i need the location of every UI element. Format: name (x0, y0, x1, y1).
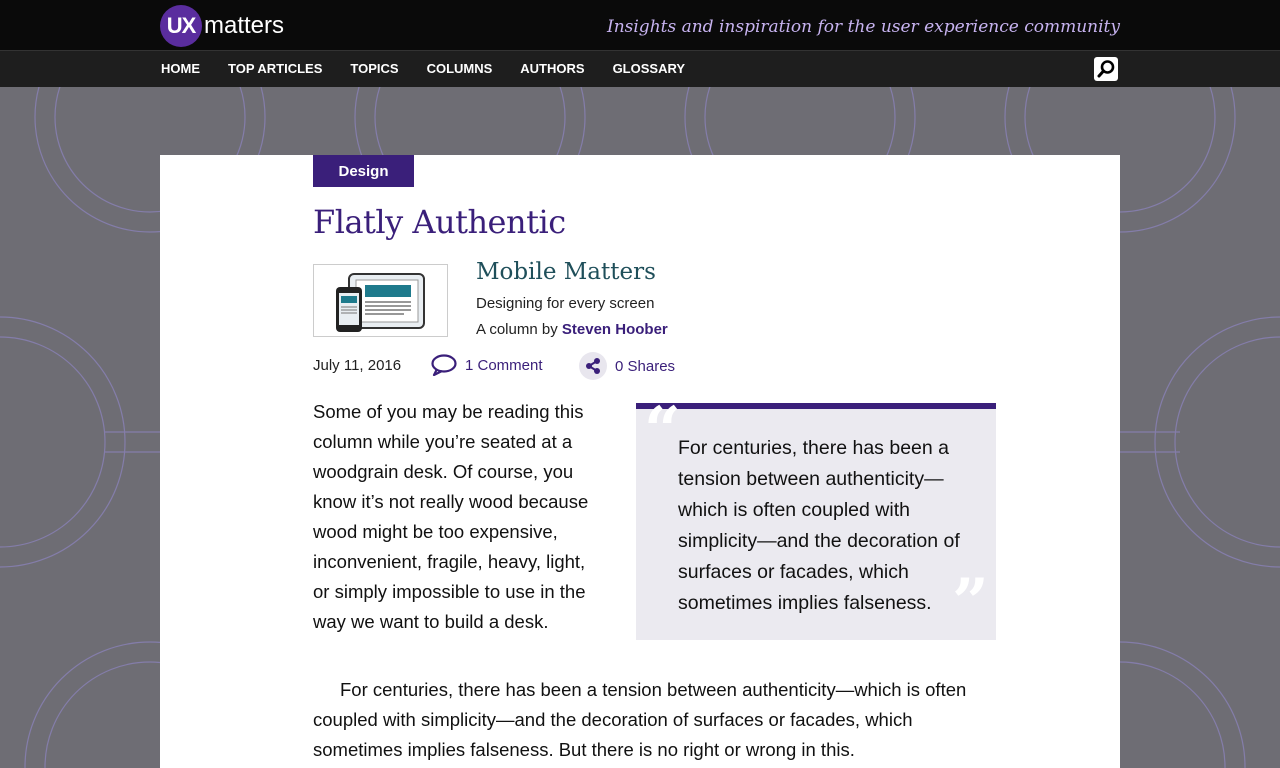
article-title: Flatly Authentic (313, 203, 566, 241)
shares-link[interactable] (579, 352, 675, 380)
article-card (160, 155, 1120, 768)
close-quote-icon: ” (952, 565, 989, 640)
main-nav (0, 50, 1280, 87)
nav-item-top-articles[interactable]: TOP ARTICLES (228, 61, 323, 76)
site-header (0, 0, 1280, 50)
category-tag[interactable]: Design (313, 155, 414, 187)
comments-count: 1 Comment (465, 356, 543, 374)
column-name[interactable]: Mobile Matters (476, 259, 656, 285)
site-tagline: Insights and inspiration for the user experience community (606, 17, 1120, 37)
logo-mark: UX (160, 5, 202, 47)
comments-link[interactable] (431, 354, 543, 376)
nav-item-home[interactable]: HOME (161, 61, 200, 76)
site-logo[interactable] (160, 6, 284, 46)
article-paragraph: Some of you may be reading this column while you’re seated at a woodgrain desk. Of course, you know it’s not really wood because wood might be too expensive, inconvenient, fragile, heavy, light, or simply impossible to use in the way we want to build a desk. (313, 401, 589, 632)
author-link[interactable]: Steven Hoober (561, 321, 668, 338)
column-byline (476, 321, 668, 338)
article-paragraph: For centuries, there has been a tension between authenticity—which is often coupled with simplicity—and the decoration of surfaces or facades, which sometimes implies falseness. But there is no right or wrong in this. (313, 679, 967, 760)
column-thumbnail[interactable] (313, 264, 448, 337)
search-icon (1096, 59, 1116, 79)
pull-quote (636, 393, 996, 640)
publish-date: July 11, 2016 (313, 357, 402, 374)
nav-item-topics[interactable]: TOPICS (350, 61, 399, 76)
devices-illustration (314, 265, 447, 336)
shares-count: 0 Shares (615, 357, 676, 375)
nav-item-authors[interactable]: AUTHORS (520, 61, 585, 76)
search-button[interactable] (1094, 57, 1118, 81)
nav-item-columns[interactable]: COLUMNS (426, 61, 493, 76)
pull-quote-text: For centuries, there has been a tension between authenticity—which is often coupled with simplicity—and the decoration of surfaces or facades, which sometimes implies falseness. (678, 437, 960, 614)
byline-prefix: A column by (476, 321, 558, 338)
column-subtitle: Designing for every screen (476, 295, 655, 312)
nav-item-glossary[interactable]: GLOSSARY (612, 61, 686, 76)
logo-word: matters (204, 12, 285, 39)
comment-icon (431, 354, 457, 376)
open-quote-icon: “ (644, 393, 681, 468)
share-icon (579, 352, 607, 380)
nav-list (161, 61, 713, 76)
